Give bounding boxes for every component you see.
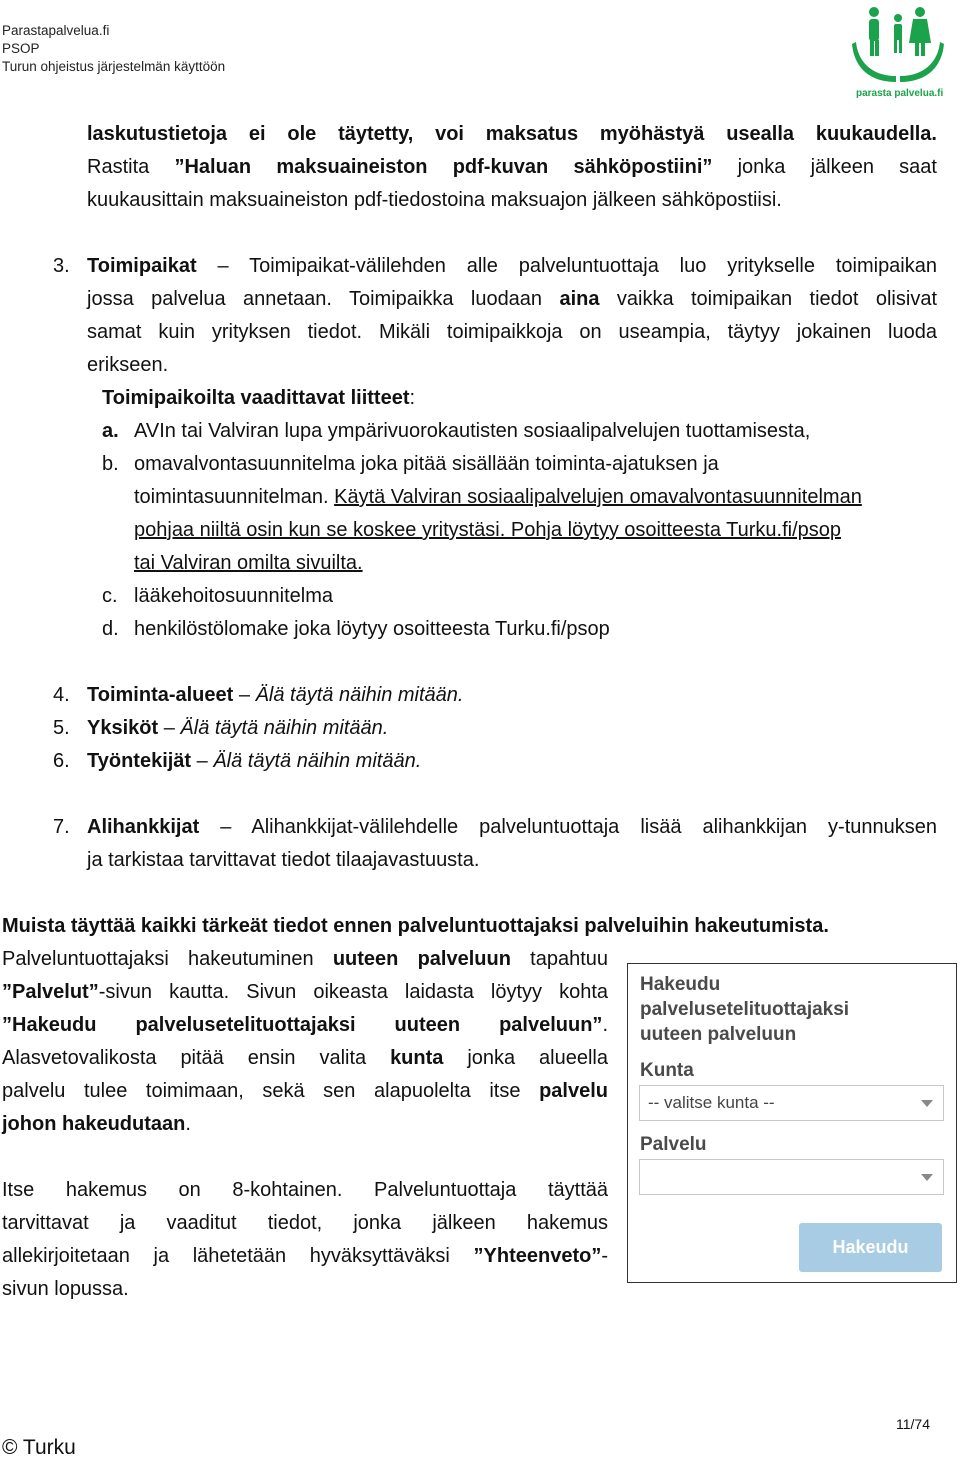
attach-b-line1: omavalvontasuunnitelma joka pitää sisällään toiminta-ajatuksen ja	[134, 453, 719, 475]
kunta-select[interactable]	[639, 1085, 944, 1121]
attach-d-number: d.	[102, 618, 119, 640]
para3-line3: allekirjoitetaan ja lähetetään hyväksyttäväksi ”Yhteenveto”-	[2, 1245, 608, 1267]
parasta-palvelua-logo	[852, 2, 944, 100]
attach-a-number: a.	[102, 420, 119, 442]
item4-text: Toiminta-alueet – Älä täytä näihin mitään.	[87, 684, 464, 706]
widget-title: Hakeudu palvelusetelituottajaksi uuteen palveluun	[640, 974, 850, 1045]
para2-line4: Alasvetovalikosta pitää ensin valita kunta jonka alueella	[2, 1047, 608, 1069]
attach-b-number: b.	[102, 453, 119, 475]
chevron-down-icon	[921, 1100, 933, 1107]
kunta-select-value: -- valitse kunta --	[648, 1093, 775, 1112]
para2-line1: Palveluntuottajaksi hakeutuminen uuteen palveluun tapahtuu	[2, 948, 608, 970]
attach-b-line4	[134, 550, 363, 576]
reminder-text: Muista täyttää kaikki tärkeät tiedot ennen palveluntuottajaksi palveluihin hakeutumista.	[2, 915, 829, 937]
page-number: 11/74	[896, 1416, 930, 1432]
item3-line3: samat kuin yrityksen tiedot. Mikäli toimipaikkoja on useampia, täytyy jokainen luoda	[87, 321, 937, 343]
para2-line2: ”Palvelut”-sivun kautta. Sivun oikeasta laidasta löytyy kohta	[2, 981, 608, 1003]
item5-number: 5.	[53, 717, 70, 739]
item4-number: 4.	[53, 684, 70, 706]
para2-line6: johon hakeudutaan.	[2, 1113, 191, 1135]
para1-line2: Rastita ”Haluan maksuaineiston pdf-kuvan sähköpostiini” jonka jälkeen saat	[87, 156, 937, 178]
para1-line1: laskutustietoja ei ole täytetty, voi maksatus myöhästyä usealla kuukaudella.	[87, 123, 937, 145]
palvelu-select[interactable]	[639, 1159, 944, 1195]
attachments-heading: Toimipaikoilta vaadittavat liitteet:	[102, 387, 416, 409]
item6-text: Työntekijät – Älä täytä näihin mitään.	[87, 750, 422, 772]
item3-line4: erikseen.	[87, 354, 169, 376]
turku-psop-link[interactable]: pohjaa niiltä osin kun se koskee yritystäsi. Pohja löytyy osoitteesta Turku.fi/psop	[134, 519, 842, 541]
attach-b-line3	[134, 517, 841, 543]
apply-button[interactable]: Hakeudu	[799, 1223, 942, 1272]
item3-number: 3.	[53, 255, 70, 277]
apply-service-widget	[627, 963, 957, 1283]
item7-number: 7.	[53, 816, 70, 838]
attach-c-number: c.	[102, 585, 118, 607]
attach-d-text: henkilöstölomake joka löytyy osoitteesta Turku.fi/psop	[134, 618, 610, 640]
palvelu-label: Palvelu	[640, 1134, 707, 1155]
item3-line2: jossa palvelua annetaan. Toimipaikka luodaan aina vaikka toimipaikan tiedot olisivat	[87, 288, 937, 310]
para3-line2: tarvittavat ja vaaditut tiedot, jonka jälkeen hakemus	[2, 1212, 608, 1234]
item3-line1: Toimipaikat – Toimipaikat-välilehden alle palveluntuottaja luo yritykselle toimipaikan	[87, 255, 937, 277]
header-site: Parastapalvelua.fi	[2, 23, 110, 38]
item7-line2: ja tarkistaa tarvittavat tiedot tilaajavastuusta.	[87, 849, 480, 871]
para1-line3: kuukausittain maksuaineiston pdf-tiedostoina maksuajon jälkeen sähköpostiisi.	[87, 189, 782, 211]
para2-line3: ”Hakeudu palvelusetelituottajaksi uuteen palveluun”.	[2, 1014, 608, 1036]
document-header	[2, 22, 225, 76]
header-subtitle: Turun ohjeistus järjestelmän käyttöön	[2, 59, 226, 74]
logo-text: parasta palvelua.fi	[856, 88, 944, 99]
attach-c-text: lääkehoitosuunnitelma	[134, 585, 334, 607]
kunta-label: Kunta	[640, 1060, 694, 1081]
footer-copyright: © Turku	[2, 1436, 76, 1459]
attach-a-text: AVIn tai Valviran lupa ympärivuorokautisten sosiaalipalvelujen tuottamisesta,	[134, 420, 811, 442]
valvira-pages-link[interactable]: tai Valviran omilta sivuilta.	[134, 552, 363, 574]
header-project: PSOP	[2, 41, 40, 56]
item6-number: 6.	[53, 750, 70, 772]
para2-line5: palvelu tulee toimimaan, sekä sen alapuolelta itse palvelu	[2, 1080, 608, 1102]
item7-line1: Alihankkijat – Alihankkijat-välilehdelle palveluntuottaja lisää alihankkijan y-tunnuksen	[87, 816, 937, 838]
para3-line4: sivun lopussa.	[2, 1278, 129, 1300]
chevron-down-icon	[921, 1174, 933, 1181]
para3-line1: Itse hakemus on 8-kohtainen. Palveluntuottaja täyttää	[2, 1179, 608, 1201]
attach-b-line2: toimintasuunnitelman. Käytä Valviran sosiaalipalvelujen omavalvontasuunnitelman	[134, 486, 862, 508]
item5-text: Yksiköt – Älä täytä näihin mitään.	[87, 717, 389, 739]
valvira-link[interactable]: Käytä Valviran sosiaalipalvelujen omavalvontasuunnitelman	[334, 486, 862, 508]
